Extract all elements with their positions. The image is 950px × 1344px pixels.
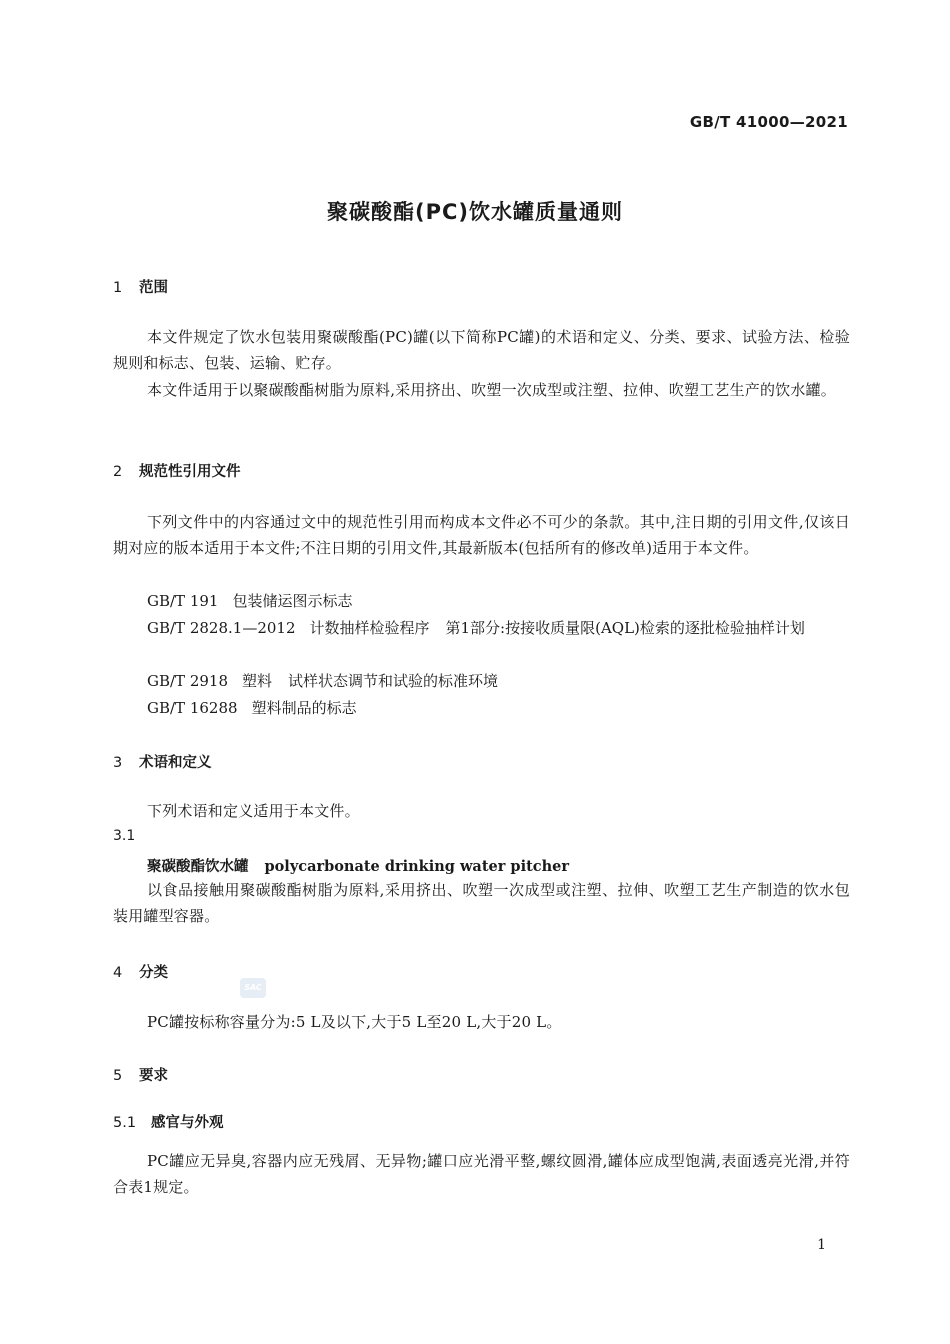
term-name bbox=[147, 855, 569, 876]
document-title: 聚碳酸酯(PC)饮水罐质量通则 bbox=[327, 200, 623, 224]
reference-code: GB/T 16288 bbox=[147, 699, 238, 717]
section-5-heading bbox=[113, 1064, 168, 1085]
section-title: 要求 bbox=[139, 1068, 168, 1084]
sac-watermark-logo: SAC bbox=[240, 978, 266, 998]
section-3-paragraph-1: 下列术语和定义适用于本文件。 bbox=[147, 802, 360, 820]
section-4-paragraph-1: PC罐按标称容量分为:5 L及以下,大于5 L至20 L,大于20 L。 bbox=[147, 1013, 562, 1031]
reference-code: GB/T 2828.1—2012 bbox=[147, 619, 296, 637]
standard-code: GB/T 41000—2021 bbox=[689, 113, 848, 131]
term-name-en: polycarbonate drinking water pitcher bbox=[264, 858, 570, 875]
reference-code: GB/T 191 bbox=[147, 592, 219, 610]
section-2-heading bbox=[113, 460, 241, 481]
section-5-1-heading bbox=[113, 1111, 224, 1132]
section-title: 术语和定义 bbox=[139, 755, 212, 771]
section-5-1-paragraph-1: PC罐应无异臭,容器内应无残屑、无异物;罐口应光滑平整,螺纹圆滑,罐体应成型饱满,表面透亮光滑,并符合表1规定。 bbox=[113, 1152, 850, 1196]
section-3-heading bbox=[113, 751, 212, 772]
reference-code: GB/T 2918 bbox=[147, 672, 229, 690]
term-number: 3.1 bbox=[113, 828, 136, 844]
section-2-paragraph-1: 下列文件中的内容通过文中的规范性引用而构成本文件必不可少的条款。其中,注日期的引用文件,仅该日期对应的版本适用于本文件;不注日期的引用文件,其最新版本(包括所有的修改单)适用于本文件。 bbox=[113, 513, 850, 557]
section-1-heading bbox=[113, 276, 168, 297]
section-1-paragraph-1: 本文件规定了饮水包装用聚碳酸酯(PC)罐(以下简称PC罐)的术语和定义、分类、要求、试验方法、检验规则和标志、包装、运输、贮存。 bbox=[113, 328, 850, 372]
section-number: 2 bbox=[113, 464, 123, 480]
subsection-title: 感官与外观 bbox=[151, 1115, 224, 1131]
section-4-heading bbox=[113, 961, 168, 982]
reference-title: 塑料制品的标志 bbox=[251, 699, 357, 717]
section-number: 1 bbox=[113, 280, 123, 296]
section-number: 4 bbox=[113, 965, 123, 981]
reference-item bbox=[113, 615, 850, 641]
section-title: 分类 bbox=[139, 965, 168, 981]
reference-title: 计数抽样检验程序 bbox=[309, 619, 430, 637]
reference-title: 包装储运图示标志 bbox=[232, 592, 353, 610]
section-number: 5 bbox=[113, 1068, 123, 1084]
page-number: 1 bbox=[817, 1237, 826, 1253]
term-name-zh: 聚碳酸酯饮水罐 bbox=[147, 859, 249, 875]
section-1-paragraph-2: 本文件适用于以聚碳酸酯树脂为原料,采用挤出、吹塑一次成型或注塑、拉伸、吹塑工艺生产的饮水罐。 bbox=[147, 381, 836, 399]
reference-title: 塑料 bbox=[242, 672, 273, 690]
section-title: 范围 bbox=[139, 280, 168, 296]
reference-item bbox=[113, 695, 850, 721]
reference-item bbox=[113, 668, 850, 694]
section-number: 3 bbox=[113, 755, 123, 771]
term-definition: 以食品接触用聚碳酸酯树脂为原料,采用挤出、吹塑一次成型或注塑、拉伸、吹塑工艺生产制造的饮水包装用罐型容器。 bbox=[113, 881, 850, 925]
subsection-number: 5.1 bbox=[113, 1115, 137, 1131]
section-title: 规范性引用文件 bbox=[139, 464, 241, 480]
reference-part: 试样状态调节和试验的标准环境 bbox=[288, 672, 499, 690]
reference-part: 第1部分:按接收质量限(AQL)检索的逐批检验抽样计划 bbox=[445, 619, 805, 637]
reference-item bbox=[113, 588, 850, 614]
